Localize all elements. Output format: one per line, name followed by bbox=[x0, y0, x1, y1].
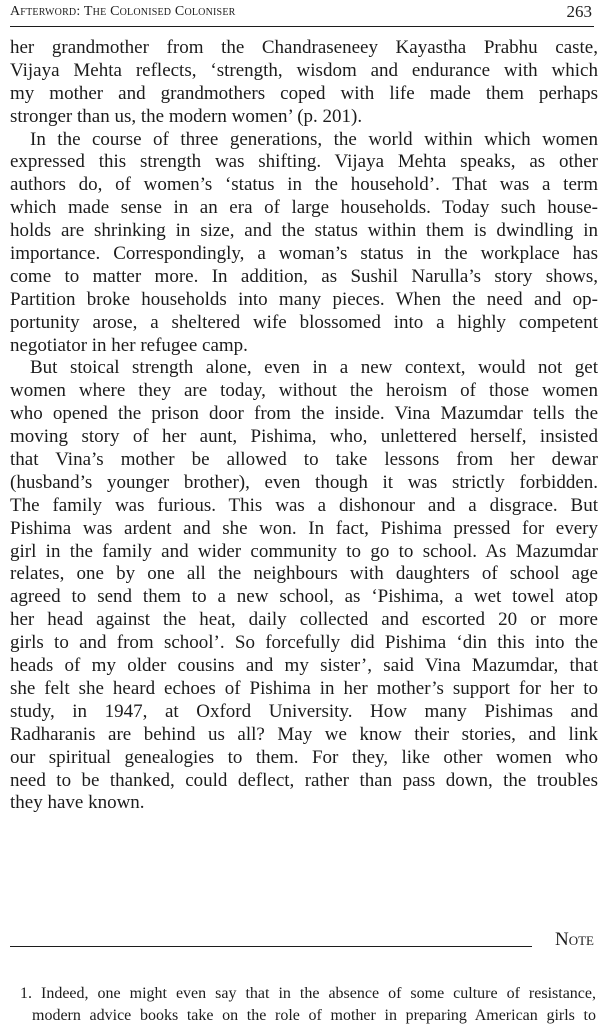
text-line: study, in 1947, at Oxford University. How many Pishimas and bbox=[10, 700, 598, 722]
text-line: relates, one by one all the neighbours with daughters of school age bbox=[10, 563, 598, 585]
text-line: Radharanis are behind us all? May we know their stories, and link bbox=[10, 723, 598, 745]
note-heading bbox=[10, 925, 594, 951]
text-line: portunity arose, a sheltered wife blossomed into a highly competent bbox=[10, 311, 598, 333]
text-line: negotiator in her refugee camp. bbox=[10, 334, 248, 356]
chapter-title: Afterword: The Colonised Coloniser bbox=[10, 4, 236, 19]
note-line: 1. Indeed, one might even say that in the absence of some culture of resistance, bbox=[20, 985, 596, 1002]
page-number: 263 bbox=[566, 2, 592, 21]
text-line: Pishima was ardent and she won. In fact, Pishima pressed for every bbox=[10, 517, 598, 539]
text-line: her grandmother from the Chandraseneey Kayastha Prabhu caste, bbox=[10, 37, 598, 58]
text-line: But stoical strength alone, even in a new context, would not get bbox=[30, 357, 598, 379]
text-line: girl in the family and wider community to go to school. As Mazumdar bbox=[10, 540, 598, 562]
note-divider bbox=[10, 946, 532, 947]
text-line: expressed this strength was shifting. Vijaya Mehta speaks, as other bbox=[10, 151, 598, 173]
text-line: moving story of her aunt, Pishima, who, unlettered herself, insisted bbox=[10, 426, 598, 448]
text-line: Partition broke households into many pieces. When the need and op- bbox=[10, 288, 598, 310]
text-line: need to be thanked, could deflect, rather than pass down, the troubles bbox=[10, 769, 598, 791]
body-text bbox=[10, 37, 598, 815]
text-line: her head against the heat, daily collected and escorted 20 or more bbox=[10, 609, 598, 631]
text-line: that Vina’s mother be allowed to take lessons from her dewar bbox=[10, 449, 598, 471]
text-line: women where they are today, without the heroism of those women bbox=[10, 380, 598, 402]
text-line: (husband’s younger brother), even though it was strictly forbidden. bbox=[10, 471, 598, 493]
text-line: importance. Correspondingly, a woman’s status in the workplace has bbox=[10, 243, 598, 265]
text-line: she felt she heard echoes of Pishima in her mother’s support for her to bbox=[10, 677, 598, 699]
text-line: authors do, of women’s ‘status in the household’. That was a term bbox=[10, 174, 598, 196]
text-line: girls to and from school’. So forcefully did Pishima ‘din this into the bbox=[10, 632, 598, 654]
text-line: heads of my older cousins and my sister’, said Vina Mazumdar, that bbox=[10, 655, 598, 677]
text-line: In the course of three generations, the world within which women bbox=[30, 128, 598, 150]
text-line: stronger than us, the modern women’ (p. 201). bbox=[10, 105, 363, 127]
text-line: holds are shrinking in size, and the status within them is dwindling in bbox=[10, 220, 598, 242]
note-title: Note bbox=[555, 929, 594, 950]
running-header bbox=[10, 2, 594, 27]
notes-list bbox=[20, 983, 596, 1027]
text-line: come to matter more. In addition, as Sushil Narulla’s story shows, bbox=[10, 265, 598, 287]
note-line: modern advice books take on the role of mother in preparing American girls to bbox=[32, 1007, 596, 1024]
text-line: The family was furious. This was a dishonour and a disgrace. But bbox=[10, 494, 598, 516]
text-line: Vijaya Mehta reflects, ‘strength, wisdom and endurance with which bbox=[10, 59, 598, 81]
text-line: who opened the prison door from the inside. Vina Mazumdar tells the bbox=[10, 403, 598, 425]
text-line: my mother and grandmothers coped with life made them perhaps bbox=[10, 82, 598, 104]
text-line: they have known. bbox=[10, 792, 145, 814]
text-line: agreed to send them to a new school, as ‘Pishima, a wet towel atop bbox=[10, 586, 598, 608]
text-line: which made sense in an era of large households. Today such house- bbox=[10, 197, 598, 219]
text-line: our spiritual genealogies to them. For they, like other women who bbox=[10, 746, 598, 768]
